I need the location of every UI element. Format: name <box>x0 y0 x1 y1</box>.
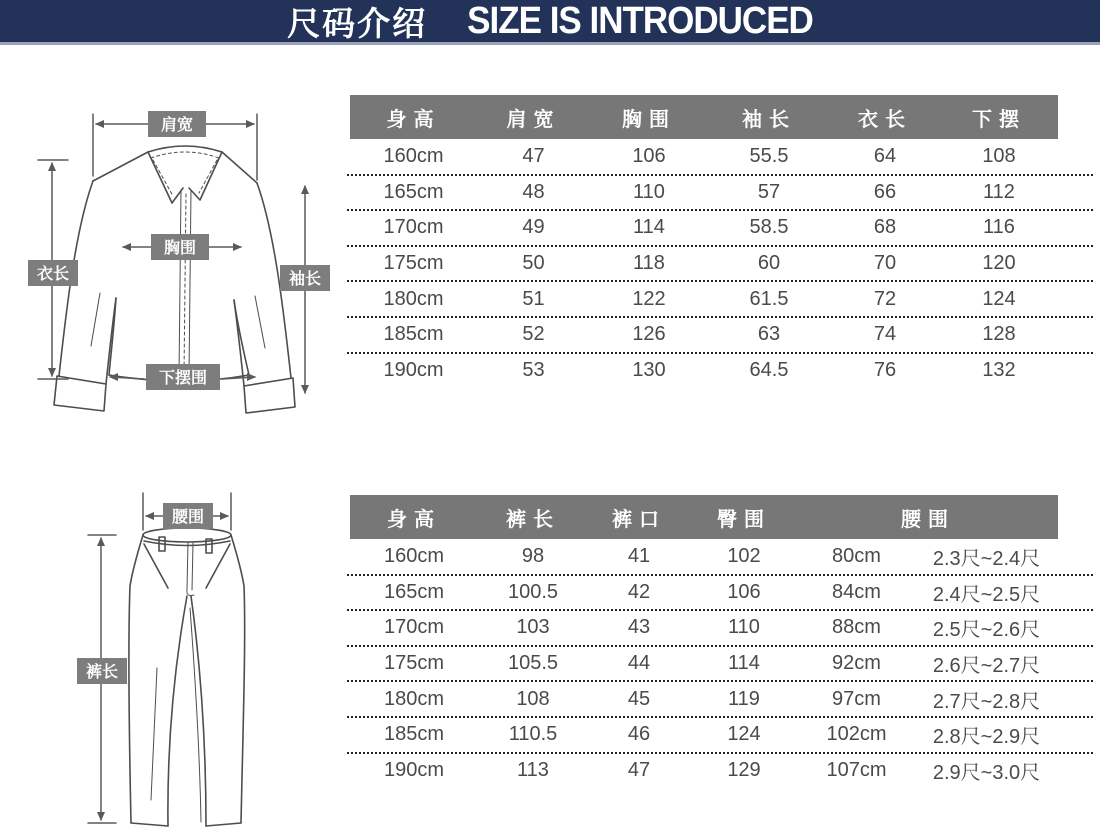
pants-outline <box>129 528 245 826</box>
cell: 44 <box>627 652 651 675</box>
cell: 88cm <box>832 616 881 639</box>
pants-length-annotation <box>77 535 127 823</box>
cell: 105.5 <box>507 652 559 675</box>
cell: 42 <box>627 580 651 603</box>
cell: 70 <box>873 252 897 275</box>
table-row <box>350 353 1058 389</box>
table-row <box>350 575 1058 611</box>
cell: 46 <box>627 723 651 746</box>
cell: 190cm <box>383 758 445 781</box>
table-row <box>350 717 1058 753</box>
cell: 47 <box>522 145 545 168</box>
garment-length-annotation <box>28 160 78 379</box>
cell: 160cm <box>383 545 445 568</box>
pants-measurement-diagram <box>60 478 345 833</box>
cell: 165cm <box>383 580 445 603</box>
cell: 97cm <box>832 687 881 710</box>
table-row <box>350 753 1058 789</box>
table-row <box>350 646 1058 682</box>
header-leg-opening: 裤口 <box>612 508 666 531</box>
cell: 64 <box>873 145 897 168</box>
cell: 130 <box>632 358 666 381</box>
shirt-size-table <box>347 95 1093 388</box>
cell: 114 <box>728 652 760 675</box>
cell: 185cm <box>383 723 445 746</box>
cell: 180cm <box>383 287 444 310</box>
cell: 170cm <box>383 216 444 239</box>
shoulder-width-annotation <box>93 111 257 180</box>
cell: 120 <box>982 252 1016 275</box>
cell: 128 <box>982 323 1016 346</box>
cell: 66 <box>873 180 897 203</box>
cell: 64.5 <box>749 358 789 381</box>
cell: 52 <box>522 323 545 346</box>
cell: 53 <box>522 358 545 381</box>
table-row <box>350 610 1058 646</box>
cell: 84cm <box>832 580 881 603</box>
cell: 126 <box>632 323 666 346</box>
cell: 43 <box>627 616 651 639</box>
table-row <box>350 539 1058 575</box>
cell: 106 <box>632 145 666 168</box>
cell: 2.5尺~2.6尺 <box>932 619 1041 642</box>
cell: 98 <box>521 545 545 568</box>
table-row <box>350 281 1058 317</box>
header-length: 衣长 <box>858 108 912 131</box>
header-shoulder: 肩宽 <box>506 108 561 131</box>
cell: 110 <box>728 616 760 639</box>
cell: 2.7尺~2.8尺 <box>932 690 1041 713</box>
cell: 114 <box>633 216 665 239</box>
cell: 72 <box>873 287 897 310</box>
header-hem: 下摆 <box>972 108 1026 131</box>
cell: 41 <box>627 545 651 568</box>
cell: 100.5 <box>507 580 559 603</box>
cell: 47 <box>627 758 651 781</box>
shirt-table-header <box>350 95 1058 139</box>
table-row <box>350 210 1058 246</box>
cell: 118 <box>633 252 665 275</box>
header-hip: 臀围 <box>717 508 771 531</box>
header-waist: 腰围 <box>901 508 955 531</box>
cell: 63 <box>757 323 781 346</box>
cell: 45 <box>627 687 651 710</box>
cell: 129 <box>727 758 761 781</box>
cell: 113 <box>517 758 549 781</box>
header-pants-length: 裤长 <box>506 508 560 531</box>
cell: 61.5 <box>749 287 789 310</box>
cell: 132 <box>982 358 1016 381</box>
cell: 49 <box>522 216 545 239</box>
header-sleeve: 袖长 <box>742 108 796 131</box>
cell: 76 <box>873 358 897 381</box>
cell: 80cm <box>832 545 881 568</box>
table-row <box>350 246 1058 282</box>
title-chinese: 尺码介绍 <box>287 4 428 42</box>
sleeve-length-label: 袖长 <box>288 271 322 288</box>
chest-annotation <box>122 234 242 260</box>
cell: 92cm <box>832 652 881 675</box>
cell: 112 <box>983 180 1015 203</box>
shoulder-width-label: 肩宽 <box>160 117 194 134</box>
cell: 102 <box>727 545 761 568</box>
cell: 122 <box>632 287 666 310</box>
hem-label: 下摆围 <box>158 370 208 387</box>
pants-table-header <box>350 495 1058 539</box>
chest-label: 胸围 <box>163 240 197 257</box>
table-row <box>350 317 1058 353</box>
title-banner <box>0 0 1100 45</box>
cell: 48 <box>522 180 545 203</box>
cell: 108 <box>982 145 1016 168</box>
cell: 2.8尺~2.9尺 <box>932 726 1041 749</box>
waist-label: 腰围 <box>171 509 205 526</box>
cell: 110 <box>633 180 665 203</box>
cell: 107cm <box>826 758 887 781</box>
pants-table-body <box>350 539 1058 788</box>
garment-length-label: 衣长 <box>36 266 70 283</box>
header-chest: 胸围 <box>622 108 676 131</box>
cell: 185cm <box>383 323 444 346</box>
table-row <box>350 681 1058 717</box>
cell: 110.5 <box>508 723 558 746</box>
cell: 103 <box>516 616 550 639</box>
sleeve-length-annotation <box>280 185 330 394</box>
cell: 60 <box>757 252 781 275</box>
cell: 106 <box>727 580 761 603</box>
table-row <box>350 175 1058 211</box>
waist-annotation <box>143 493 231 530</box>
cell: 58.5 <box>749 216 789 239</box>
pants-length-label: 裤长 <box>85 664 119 681</box>
cell: 2.6尺~2.7尺 <box>932 655 1041 678</box>
cell: 51 <box>522 287 545 310</box>
cell: 2.4尺~2.5尺 <box>932 583 1041 606</box>
cell: 102cm <box>826 723 887 746</box>
cell: 124 <box>727 723 761 746</box>
cell: 116 <box>983 216 1015 239</box>
shirt-measurement-diagram <box>10 88 345 428</box>
cell: 175cm <box>383 652 445 675</box>
cell: 170cm <box>383 616 445 639</box>
shirt-table-body <box>350 139 1058 388</box>
cell: 160cm <box>383 145 444 168</box>
table-row <box>350 139 1058 175</box>
cell: 57 <box>757 180 781 203</box>
cell: 190cm <box>383 358 444 381</box>
header-height: 身高 <box>386 108 441 131</box>
title-english: SIZE IS INTRODUCED <box>467 0 813 42</box>
cell: 180cm <box>383 687 445 710</box>
cell: 55.5 <box>749 145 789 168</box>
cell: 50 <box>522 252 545 275</box>
cell: 74 <box>873 323 897 346</box>
cell: 2.9尺~3.0尺 <box>932 761 1041 784</box>
cell: 108 <box>516 687 550 710</box>
cell: 68 <box>873 216 897 239</box>
header-height: 身高 <box>387 508 441 531</box>
cell: 2.3尺~2.4尺 <box>932 548 1041 571</box>
cell: 175cm <box>383 252 444 275</box>
cell: 124 <box>982 287 1016 310</box>
cell: 165cm <box>383 180 444 203</box>
pants-size-table <box>347 495 1093 788</box>
cell: 119 <box>728 687 760 710</box>
